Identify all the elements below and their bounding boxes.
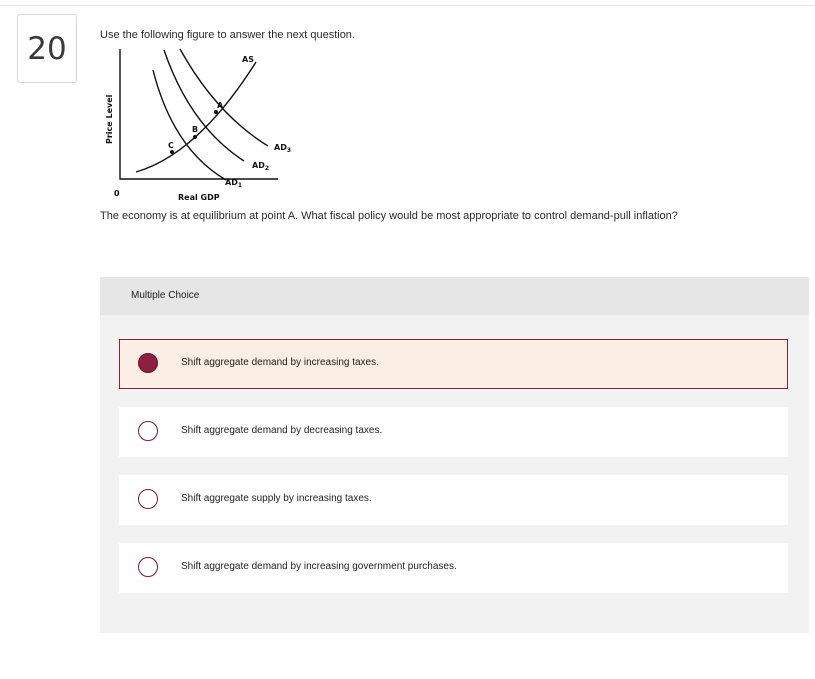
answer-option-2[interactable] [119,407,788,457]
point-c [170,150,174,154]
answer-option-1[interactable] [119,339,788,389]
question-intro: Use the following figure to answer the next question. [100,29,355,41]
ad2-curve [164,50,244,161]
multiple-choice-header [100,277,809,315]
radio-unselected-icon[interactable] [138,421,158,441]
ad-as-figure [98,44,298,204]
ad2-label: $AD_2$ [252,161,270,172]
question-text: The economy is at equilibrium at point A. What fiscal policy would be most appropriate to control demand-pull inflation? [100,210,678,222]
radio-selected-icon[interactable] [138,353,158,373]
as-label: AS [242,55,254,64]
answer-option-label: Shift aggregate demand by increasing taxes. [181,357,379,368]
x-axis-label: Real GDP [178,193,220,202]
ad-as-graph [98,44,298,204]
radio-unselected-icon[interactable] [138,557,158,577]
top-divider [0,5,815,6]
answer-option-label: Shift aggregate demand by increasing government purchases. [181,561,457,572]
question-number: 20 [17,14,77,83]
answer-option-4[interactable] [119,543,788,593]
point-c-label: C [168,141,174,150]
point-b [193,135,197,139]
answer-option-label: Shift aggregate supply by increasing taxes. [181,493,372,504]
point-b-label: B [192,125,199,134]
point-a [214,110,218,114]
ad1-label: $AD_1$ [225,178,243,189]
origin-label: 0 [114,189,120,198]
point-a-label: A [217,101,224,110]
ad1-curve [153,70,226,180]
answer-option-3[interactable] [119,475,788,525]
multiple-choice-title: Multiple Choice [131,290,200,301]
radio-unselected-icon[interactable] [138,489,158,509]
y-axis-label: Price Level [105,94,114,144]
answer-option-label: Shift aggregate demand by decreasing taxes. [181,425,383,436]
multiple-choice-panel [100,277,809,633]
ad3-label: $AD_3$ [274,143,292,154]
